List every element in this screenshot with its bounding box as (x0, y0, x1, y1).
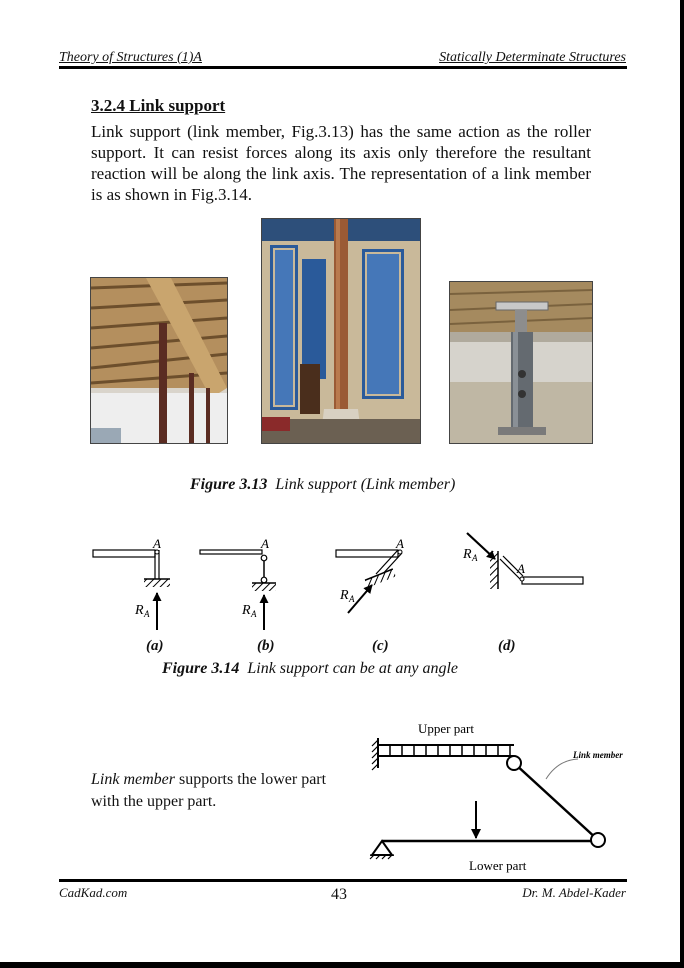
figure-3-13-caption (190, 476, 455, 494)
label-c-point: A (396, 536, 404, 551)
sub-label-a: (a) (146, 638, 164, 654)
diagram-d (462, 533, 583, 589)
link-member-description (91, 769, 346, 813)
figure-3-14-diagrams (80, 525, 600, 635)
label-b-reaction-sub: A (251, 609, 257, 619)
label-a-reaction-sub: A (144, 609, 150, 619)
upper-part-label: Upper part (418, 721, 474, 736)
label-b-point: A (261, 536, 269, 551)
footer-author: Dr. M. Abdel-Kader (522, 885, 626, 900)
label-a-reaction: R (135, 603, 144, 618)
link-member-label: Link member (573, 750, 623, 760)
photo-steel-post-link (449, 281, 593, 444)
sub-label-d: (d) (498, 638, 516, 654)
label-d-point: A (517, 561, 525, 576)
label-a-point: A (153, 536, 161, 551)
figure-3-14-number: Figure 3.14 (162, 660, 240, 677)
photo-carved-column (261, 218, 421, 444)
figure-3-14-caption (162, 660, 458, 678)
header-course-title: Theory of Structures (1)A (59, 50, 202, 65)
figure-3-13-text: Link support (Link member) (275, 476, 456, 493)
diagram-a (93, 536, 170, 630)
section-title: 3.2.4 Link support (91, 96, 226, 115)
lower-part-label: Lower part (469, 858, 527, 873)
photo-timber-ceiling-link (90, 277, 228, 444)
diagram-c (336, 536, 404, 613)
page-border-right (680, 0, 684, 968)
link-member-sentence: supports the lower part with the upper part. (91, 771, 327, 810)
header-rule (59, 66, 627, 69)
page-border-bottom (0, 962, 684, 968)
footer-website: CadKad.com (59, 885, 128, 900)
label-d-reaction: R (463, 547, 472, 562)
page-number: 43 (331, 886, 347, 903)
label-c-reaction: R (340, 588, 349, 603)
label-c-reaction-sub: A (349, 594, 355, 604)
link-member-diagram (368, 715, 633, 875)
sub-label-b: (b) (257, 638, 275, 654)
section-paragraph: Link support (link member, Fig.3.13) has the same action as the roller support. It can resist forces along its axis only therefore the resultant reaction will be along the link axis. The representation of a link member is as shown in Fig.3.14. (91, 122, 591, 204)
header-chapter-title: Statically Determinate Structures (439, 50, 626, 65)
label-b-reaction: R (242, 603, 251, 618)
figure-3-14-text: Link support can be at any angle (247, 660, 458, 677)
figure-3-13-number: Figure 3.13 (190, 476, 268, 493)
label-d-reaction-sub: A (472, 553, 478, 563)
footer-rule (59, 879, 627, 882)
diagram-b (200, 536, 276, 630)
sub-label-c: (c) (372, 638, 389, 654)
link-member-term: Link member (91, 771, 175, 788)
